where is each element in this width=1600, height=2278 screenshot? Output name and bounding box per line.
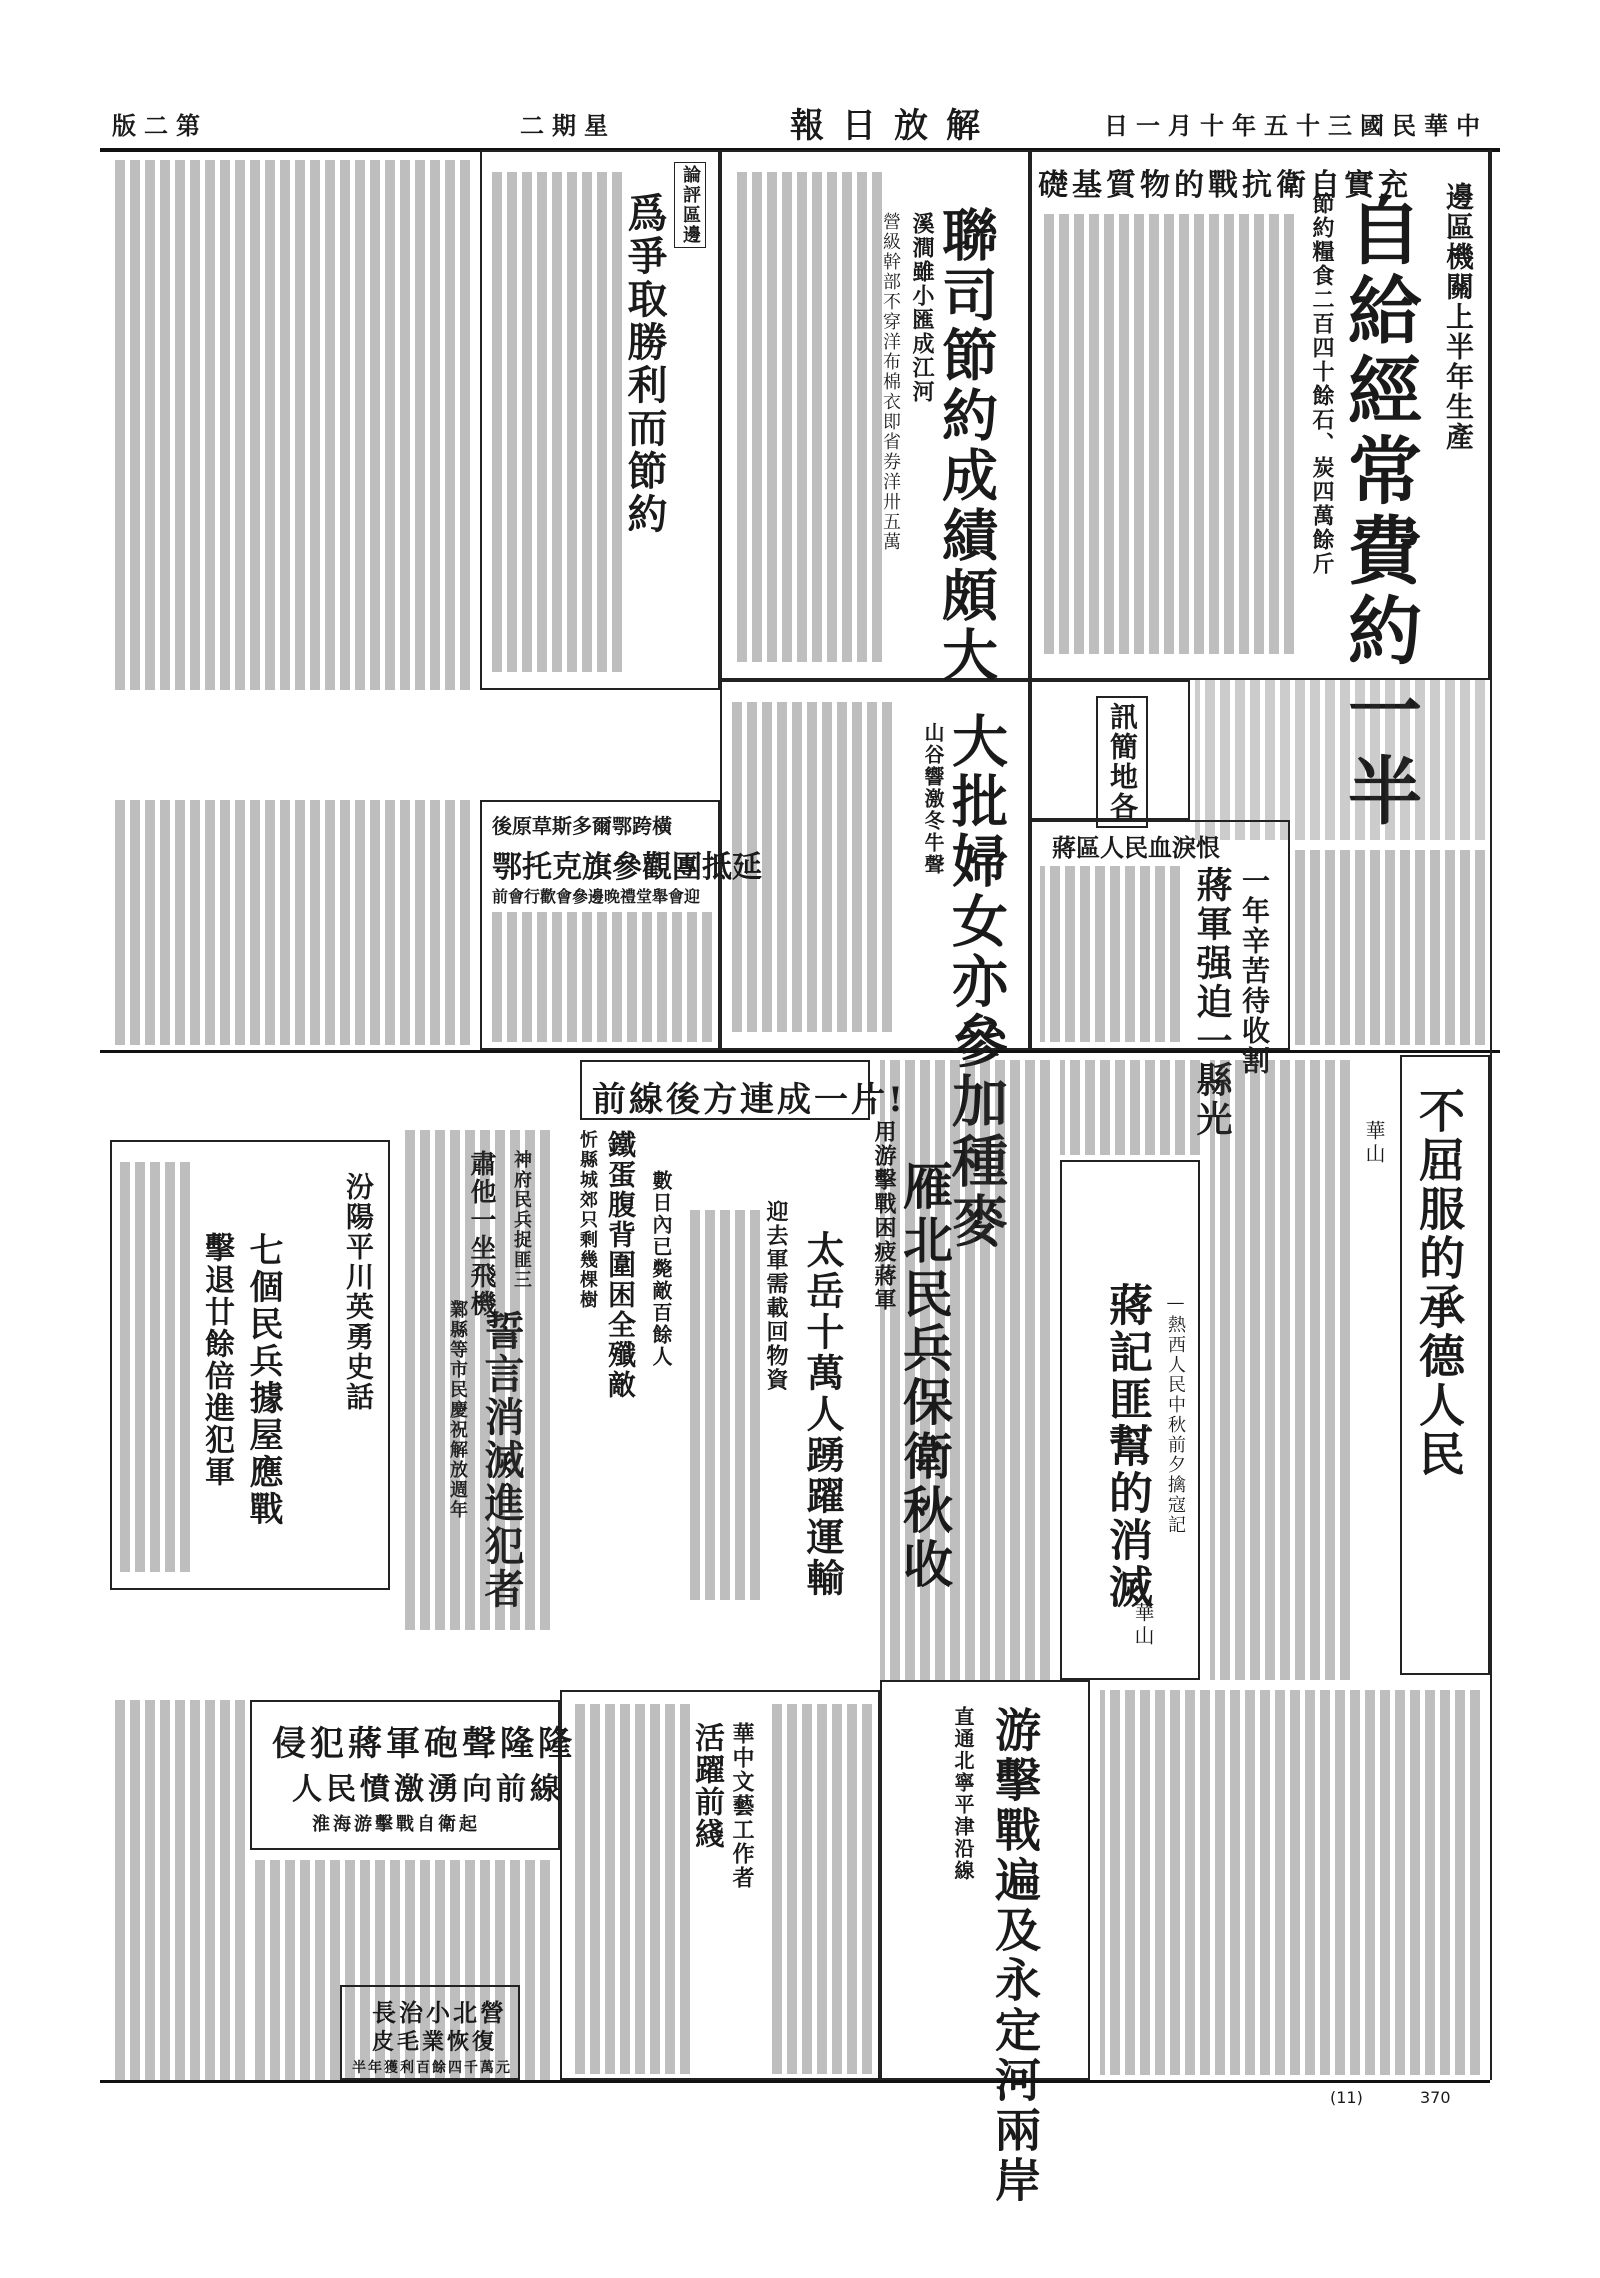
tiedan-headline: 鐵蛋腹背圍困全殲敵	[604, 1130, 637, 1400]
jiangjun-body-text	[1040, 866, 1180, 1042]
article-jiangjun	[1030, 820, 1290, 1139]
lead-headline-main: 自給經常費約一半	[1336, 192, 1422, 832]
article-etuoke	[480, 800, 762, 1050]
huaihai-subhead: 淮海游擊戰自衛起	[312, 1814, 480, 1835]
yanbei-headline: 雁北民兵保衛秋收	[895, 1160, 954, 1592]
lead-kicker: 礎基質物的戰抗衛自實充	[1038, 168, 1412, 203]
shenfu-headline: 肅他一坐飛機	[466, 1150, 496, 1318]
tiedan-subhead-1: 忻縣城郊只剩幾棵樹	[577, 1130, 598, 1310]
issue-label: 版二第	[112, 111, 208, 140]
liansi-headline: 聯司節約成績頗大	[933, 206, 999, 686]
huoyue-subhead: 華中文藝工作者	[729, 1722, 755, 1890]
article-fenyang	[110, 1140, 390, 1590]
article-liansi	[720, 150, 1030, 686]
etuoke-body-text	[492, 912, 712, 1042]
tiedan-subhead-2: 數日內已斃敵百餘人	[649, 1170, 673, 1368]
taiyue-subhead: 迎去軍需載回物資	[763, 1200, 789, 1392]
yongding-subhead: 直通北寧平津沿線	[951, 1706, 975, 1882]
newspaper-title: 報日放解	[790, 106, 998, 146]
jiangji-headline: 蔣記匪幫的消滅	[1101, 1282, 1152, 1611]
chengde-body-text	[1210, 1060, 1350, 1680]
left-columns-text	[110, 160, 470, 690]
huoyue-body-text-2	[772, 1704, 872, 2074]
page-number: (11)	[1330, 2088, 1363, 2107]
yanbei-subhead: 用游擊戰困疲蔣軍	[871, 1120, 897, 1312]
shiyan-subhead: 鄴縣等市民慶祝解放週年	[447, 1300, 468, 1520]
taiyue-body-text	[690, 1210, 760, 1600]
etuoke-headline: 鄂托克旗參觀團抵延	[492, 850, 762, 885]
article-chengde	[1400, 1055, 1490, 1675]
huoyue-body-text	[570, 1704, 690, 2074]
editorial-headline: 爲爭取勝利而節約	[621, 192, 668, 536]
lead-headline-top: 邊區機關上半年生產	[1442, 182, 1475, 452]
liansi-subhead-1: 溪澗雖小匯成江河	[909, 212, 935, 404]
huaihai-left-text	[110, 1700, 245, 2080]
women-subhead: 山谷響激冬牛聲	[921, 722, 945, 876]
yongding-headline: 游擊戰遍及永定河兩岸	[988, 1706, 1042, 2206]
lead-subhead: 節約糧食二百四十餘石、炭四萬餘斤	[1309, 192, 1335, 576]
huaihai-headline-2: 人民憤激湧向前線	[292, 1772, 564, 1807]
shiyan-headline: 誓言消滅進犯者	[478, 1310, 525, 1611]
huoyue-headline: 活躍前綫	[689, 1722, 724, 1850]
liansi-subhead-2: 營級幹部不穿洋布棉衣即省券洋卅五萬	[880, 212, 901, 552]
article-huoyue	[560, 1690, 880, 2080]
shenfu-subhead: 神府民兵捉匪三	[511, 1150, 532, 1290]
changzhi-subhead: 半年獲利百餘四千萬元	[352, 2060, 512, 2076]
etuoke-subhead-1: 後原草斯多爾鄂跨橫	[492, 814, 672, 838]
fenyang-kicker: 汾陽平川英勇史話	[342, 1172, 375, 1412]
huaihai-headline-1: 侵犯蔣軍砲聲隆隆	[272, 1724, 576, 1764]
masthead	[100, 96, 1500, 152]
weekday-label: 二期星	[520, 111, 616, 140]
date-label: 日一月十年五十三國民華中	[1104, 111, 1488, 140]
fenyang-subhead: 擊退廿餘倍進犯軍	[199, 1232, 234, 1488]
article-huaihai	[250, 1700, 576, 1850]
lead-body-text	[1044, 214, 1294, 654]
right-column-text	[1295, 850, 1485, 1045]
article-yongding	[880, 1680, 1090, 2206]
article-changzhi	[340, 1985, 520, 2080]
fenyang-body-text	[120, 1162, 190, 1572]
briefs-tag: 訊簡地各	[1096, 696, 1148, 828]
sheet-number: 370	[1420, 2088, 1451, 2107]
jiangjun-subhead: 一年辛苦待收割	[1238, 866, 1271, 1076]
article-editorial	[480, 150, 720, 690]
chengde-byline: 華山	[1362, 1120, 1386, 1166]
briefs-body-text	[1195, 680, 1485, 840]
liansi-body-text	[732, 172, 882, 662]
changzhi-headline-1: 長治小北營	[372, 1998, 507, 2027]
women-headline: 大批婦女亦參加種麥	[943, 712, 1009, 1252]
jiangji-top-text	[1060, 1060, 1200, 1155]
middle-divider	[100, 1050, 1500, 1053]
article-yanbei	[870, 1120, 980, 1620]
article-jiangji	[1060, 1160, 1200, 1680]
frontline-headline: 前線後方連成一片!	[592, 1080, 906, 1120]
taiyue-headline: 太岳十萬人踴躍運輸	[800, 1230, 845, 1599]
chengde-headline: 不屈服的承德人民	[1412, 1087, 1466, 1479]
article-briefs	[1030, 680, 1190, 820]
jiangji-byline: 華山	[1131, 1602, 1155, 1648]
editorial-tag: 論評區邊	[674, 162, 706, 248]
jiangji-subhead: —熱西人民中秋前夕擒寇記	[1165, 1292, 1186, 1535]
left-lower-text	[110, 800, 470, 1045]
fenyang-headline: 七個民兵據屋應戰	[243, 1232, 283, 1528]
jiangjun-kicker: 蔣區人民血淚恨	[1052, 833, 1220, 862]
editorial-body-text	[492, 172, 622, 672]
yongding-body-text	[1100, 1690, 1480, 2075]
middle-bottom-text	[400, 1130, 550, 1630]
right-border	[1490, 150, 1492, 2080]
frontline-banner	[580, 1060, 906, 1120]
etuoke-subhead-2: 前會行歡會參邊晚禮堂舉會迎	[492, 887, 701, 906]
jiangjun-headline: 蔣軍强迫一縣光	[1191, 866, 1233, 1139]
article-tiedan	[560, 1130, 690, 1460]
bottom-divider	[100, 2080, 1490, 2083]
article-taiyue	[690, 1190, 870, 1610]
changzhi-headline-2: 皮毛業恢復	[372, 2029, 498, 2055]
